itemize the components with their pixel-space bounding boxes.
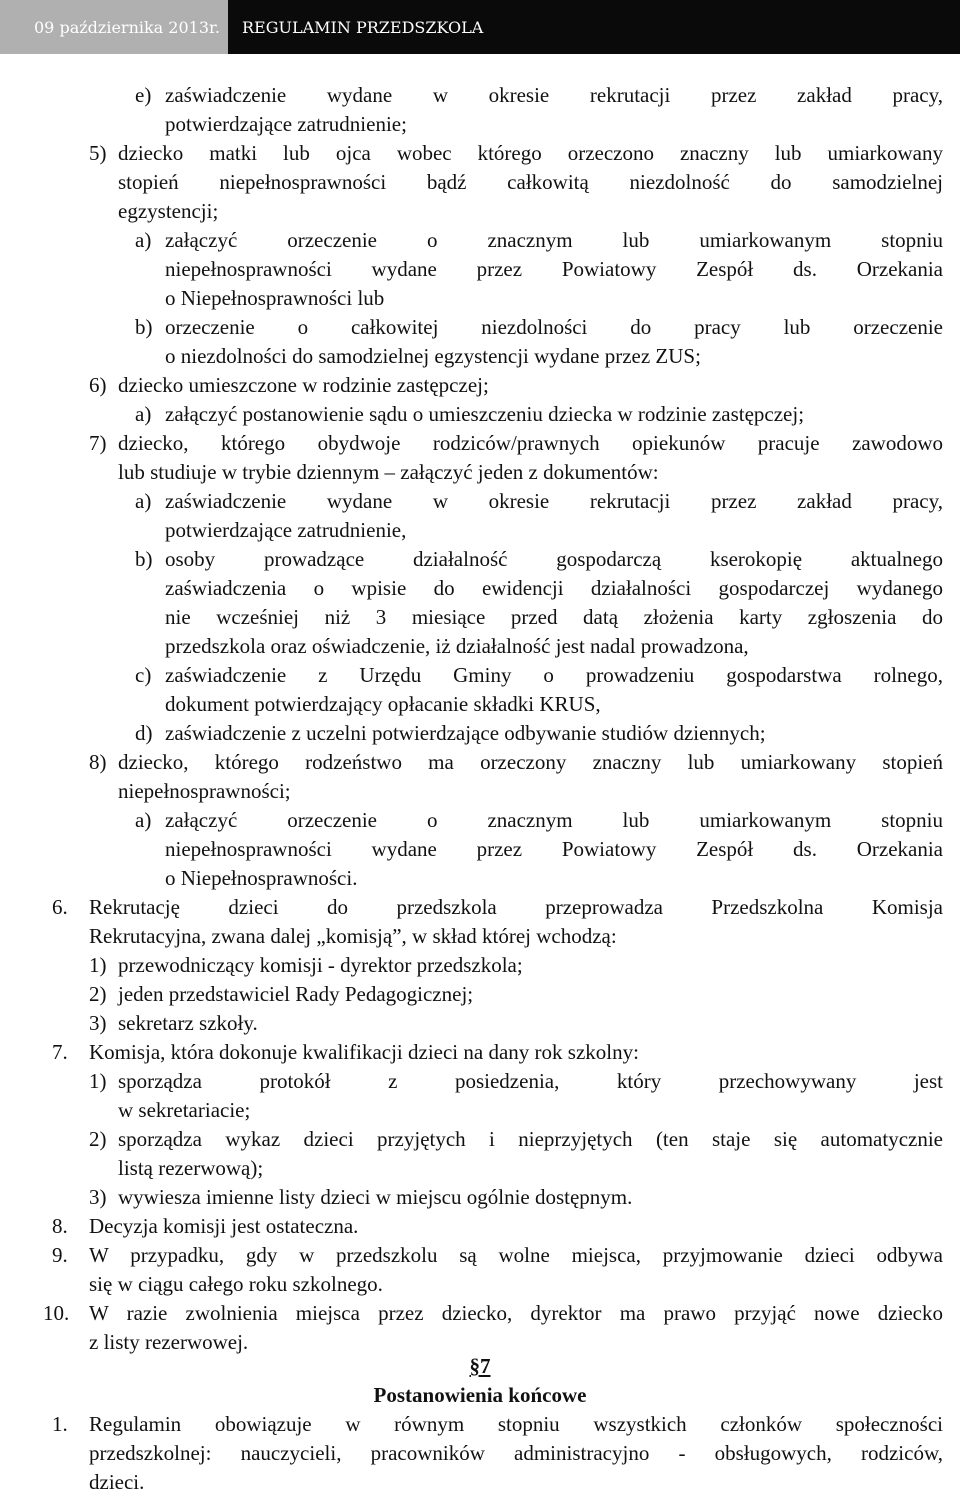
text-line	[0, 429, 960, 458]
text-line	[0, 516, 960, 545]
line-text: potwierdzające zatrudnienie;	[165, 112, 407, 136]
section-number: §7	[469, 1354, 491, 1378]
text-line	[0, 1038, 960, 1067]
text-line	[0, 980, 960, 1009]
page-header	[0, 0, 960, 54]
list-marker: 3)	[89, 1185, 107, 1209]
line-text: niepełnosprawności wydane przez Powiatowy Zespół ds. Orzekania	[165, 837, 943, 861]
line-text: wywiesza imienne listy dzieci w miejscu ogólnie dostępnym.	[118, 1185, 633, 1209]
list-marker: 7)	[89, 431, 107, 455]
line-text: Regulamin obowiązuje w równym stopniu wszystkich członków społeczności	[89, 1412, 943, 1436]
text-line	[0, 1125, 960, 1154]
line-text: w sekretariacie;	[118, 1098, 251, 1122]
line-text: osoby prowadzące działalność gospodarczą kserokopię aktualnego	[165, 547, 943, 571]
line-text: Rekrutację dzieci do przedszkola przeprowadza Przedszkolna Komisja	[89, 895, 943, 919]
line-text: Komisja, która dokonuje kwalifikacji dzieci na dany rok szkolny:	[89, 1040, 639, 1064]
list-marker: a)	[135, 228, 152, 252]
line-text: Rekrutacyjna, zwana dalej „komisją”, w skład której wchodzą:	[89, 924, 617, 948]
text-line	[0, 1009, 960, 1038]
text-line	[0, 661, 960, 690]
text-line	[0, 893, 960, 922]
text-line	[0, 864, 960, 893]
text-line	[0, 1212, 960, 1241]
line-text: sporządza protokół z posiedzenia, który przechowywany jest	[118, 1069, 943, 1093]
list-marker: a)	[135, 402, 152, 426]
text-line	[0, 603, 960, 632]
text-line	[0, 1439, 960, 1468]
section-title: Postanowienia końcowe	[373, 1383, 587, 1407]
list-marker: 2)	[89, 982, 107, 1006]
text-line	[0, 139, 960, 168]
line-text: zaświadczenie wydane w okresie rekrutacji przez zakład pracy,	[165, 83, 943, 107]
text-line	[0, 226, 960, 255]
line-text: W przypadku, gdy w przedszkolu są wolne miejsca, przyjmowanie dzieci odbywa	[89, 1243, 943, 1267]
list-marker: b)	[135, 315, 153, 339]
list-marker: 1)	[89, 1069, 107, 1093]
list-marker: b)	[135, 547, 153, 571]
text-line	[0, 806, 960, 835]
list-marker: 5)	[89, 141, 107, 165]
line-text: sekretarz szkoły.	[118, 1011, 258, 1035]
list-marker: 8)	[89, 750, 107, 774]
line-text: lub studiuje w trybie dziennym – załączyć jeden z dokumentów:	[118, 460, 659, 484]
line-text: dziecko, którego rodzeństwo ma orzeczony znaczny lub umiarkowany stopień	[118, 750, 943, 774]
list-marker: c)	[135, 663, 152, 687]
text-line	[0, 1154, 960, 1183]
list-marker: 1.	[52, 1412, 68, 1436]
text-line	[0, 1468, 960, 1497]
list-marker: a)	[135, 808, 152, 832]
text-line	[0, 110, 960, 139]
text-line	[0, 168, 960, 197]
line-text: przewodniczący komisji - dyrektor przedszkola;	[118, 953, 523, 977]
line-text: dziecko umieszczone w rodzinie zastępczej;	[118, 373, 489, 397]
list-marker: 1)	[89, 953, 107, 977]
line-text: zaświadczenie z uczelni potwierdzające odbywanie studiów dziennych;	[165, 721, 766, 745]
list-marker: 2)	[89, 1127, 107, 1151]
line-text: potwierdzające zatrudnienie,	[165, 518, 407, 542]
text-line	[0, 371, 960, 400]
text-line	[0, 748, 960, 777]
line-text: egzystencji;	[118, 199, 219, 223]
line-text: dzieci.	[89, 1470, 145, 1494]
line-text: zaświadczenie z Urzędu Gminy o prowadzeniu gospodarstwa rolnego,	[165, 663, 943, 687]
line-text: przedszkolnej: nauczycieli, pracowników administracyjno - obsługowych, rodziców,	[89, 1441, 943, 1465]
text-line	[0, 197, 960, 226]
text-line	[0, 255, 960, 284]
list-marker: d)	[135, 721, 153, 745]
line-text: o niezdolności do samodzielnej egzystencji wydane przez ZUS;	[165, 344, 701, 368]
line-text: o Niepełnosprawności.	[165, 866, 358, 890]
list-marker: 3)	[89, 1011, 107, 1035]
text-line	[0, 777, 960, 806]
line-text: sporządza wykaz dzieci przyjętych i nieprzyjętych (ten staje się automatycznie	[118, 1127, 943, 1151]
text-line	[0, 342, 960, 371]
text-line	[0, 1067, 960, 1096]
line-text: Decyzja komisji jest ostateczna.	[89, 1214, 359, 1238]
text-line	[0, 284, 960, 313]
header-date: 09 października 2013r.	[0, 0, 228, 54]
text-line	[0, 690, 960, 719]
list-marker: 7.	[52, 1040, 68, 1064]
text-line	[0, 574, 960, 603]
line-text: nie wcześniej niż 3 miesiące przed datą złożenia karty zgłoszenia do	[165, 605, 943, 629]
text-line	[0, 458, 960, 487]
text-line	[0, 1299, 960, 1328]
text-line	[0, 1410, 960, 1439]
text-line	[0, 719, 960, 748]
text-line	[0, 81, 960, 110]
line-text: stopień niepełnosprawności bądź całkowitą niezdolność do samodzielnej	[118, 170, 943, 194]
line-text: W razie zwolnienia miejsca przez dziecko, dyrektor ma prawo przyjąć nowe dziecko	[89, 1301, 943, 1325]
line-text: jeden przedstawiciel Rady Pedagogicznej;	[118, 982, 474, 1006]
list-marker: 10.	[43, 1301, 70, 1325]
text-line	[0, 487, 960, 516]
list-marker: a)	[135, 489, 152, 513]
line-text: zaświadczenia o wpisie do ewidencji działalności gospodarczej wydanego	[165, 576, 943, 600]
line-text: zaświadczenie wydane w okresie rekrutacji przez zakład pracy,	[165, 489, 943, 513]
header-title: REGULAMIN PRZEDSZKOLA	[228, 0, 960, 54]
list-marker: 6.	[52, 895, 68, 919]
line-text: niepełnosprawności wydane przez Powiatowy Zespół ds. Orzekania	[165, 257, 943, 281]
text-line	[0, 632, 960, 661]
line-text: niepełnosprawności;	[118, 779, 291, 803]
text-line	[0, 1270, 960, 1299]
line-text: dziecko matki lub ojca wobec którego orzeczono znaczny lub umiarkowany	[118, 141, 943, 165]
line-text: o Niepełnosprawności lub	[165, 286, 385, 310]
line-text: przedszkola oraz oświadczenie, iż działalność jest nadal prowadzona,	[165, 634, 749, 658]
text-line	[0, 1241, 960, 1270]
text-line	[0, 951, 960, 980]
text-line	[0, 545, 960, 574]
line-text: załączyć orzeczenie o znacznym lub umiarkowanym stopniu	[165, 808, 943, 832]
line-text: orzeczenie o całkowitej niezdolności do pracy lub orzeczenie	[165, 315, 943, 339]
text-line	[0, 313, 960, 342]
text-line	[0, 835, 960, 864]
line-text: dokument potwierdzający opłacanie składki KRUS,	[165, 692, 601, 716]
line-text: załączyć orzeczenie o znacznym lub umiarkowanym stopniu	[165, 228, 943, 252]
line-text: listą rezerwową);	[118, 1156, 264, 1180]
line-text: z listy rezerwowej.	[89, 1330, 249, 1354]
text-line	[0, 922, 960, 951]
text-line	[0, 1183, 960, 1212]
list-marker: 6)	[89, 373, 107, 397]
line-text: się w ciągu całego roku szkolnego.	[89, 1272, 383, 1296]
line-text: dziecko, którego obydwoje rodziców/prawnych opiekunów pracuje zawodowo	[118, 431, 943, 455]
list-marker: 8.	[52, 1214, 68, 1238]
line-text: załączyć postanowienie sądu o umieszczeniu dziecka w rodzinie zastępczej;	[165, 402, 805, 426]
text-line	[0, 400, 960, 429]
text-line	[0, 1096, 960, 1125]
list-marker: e)	[135, 83, 152, 107]
list-marker: 9.	[52, 1243, 68, 1267]
